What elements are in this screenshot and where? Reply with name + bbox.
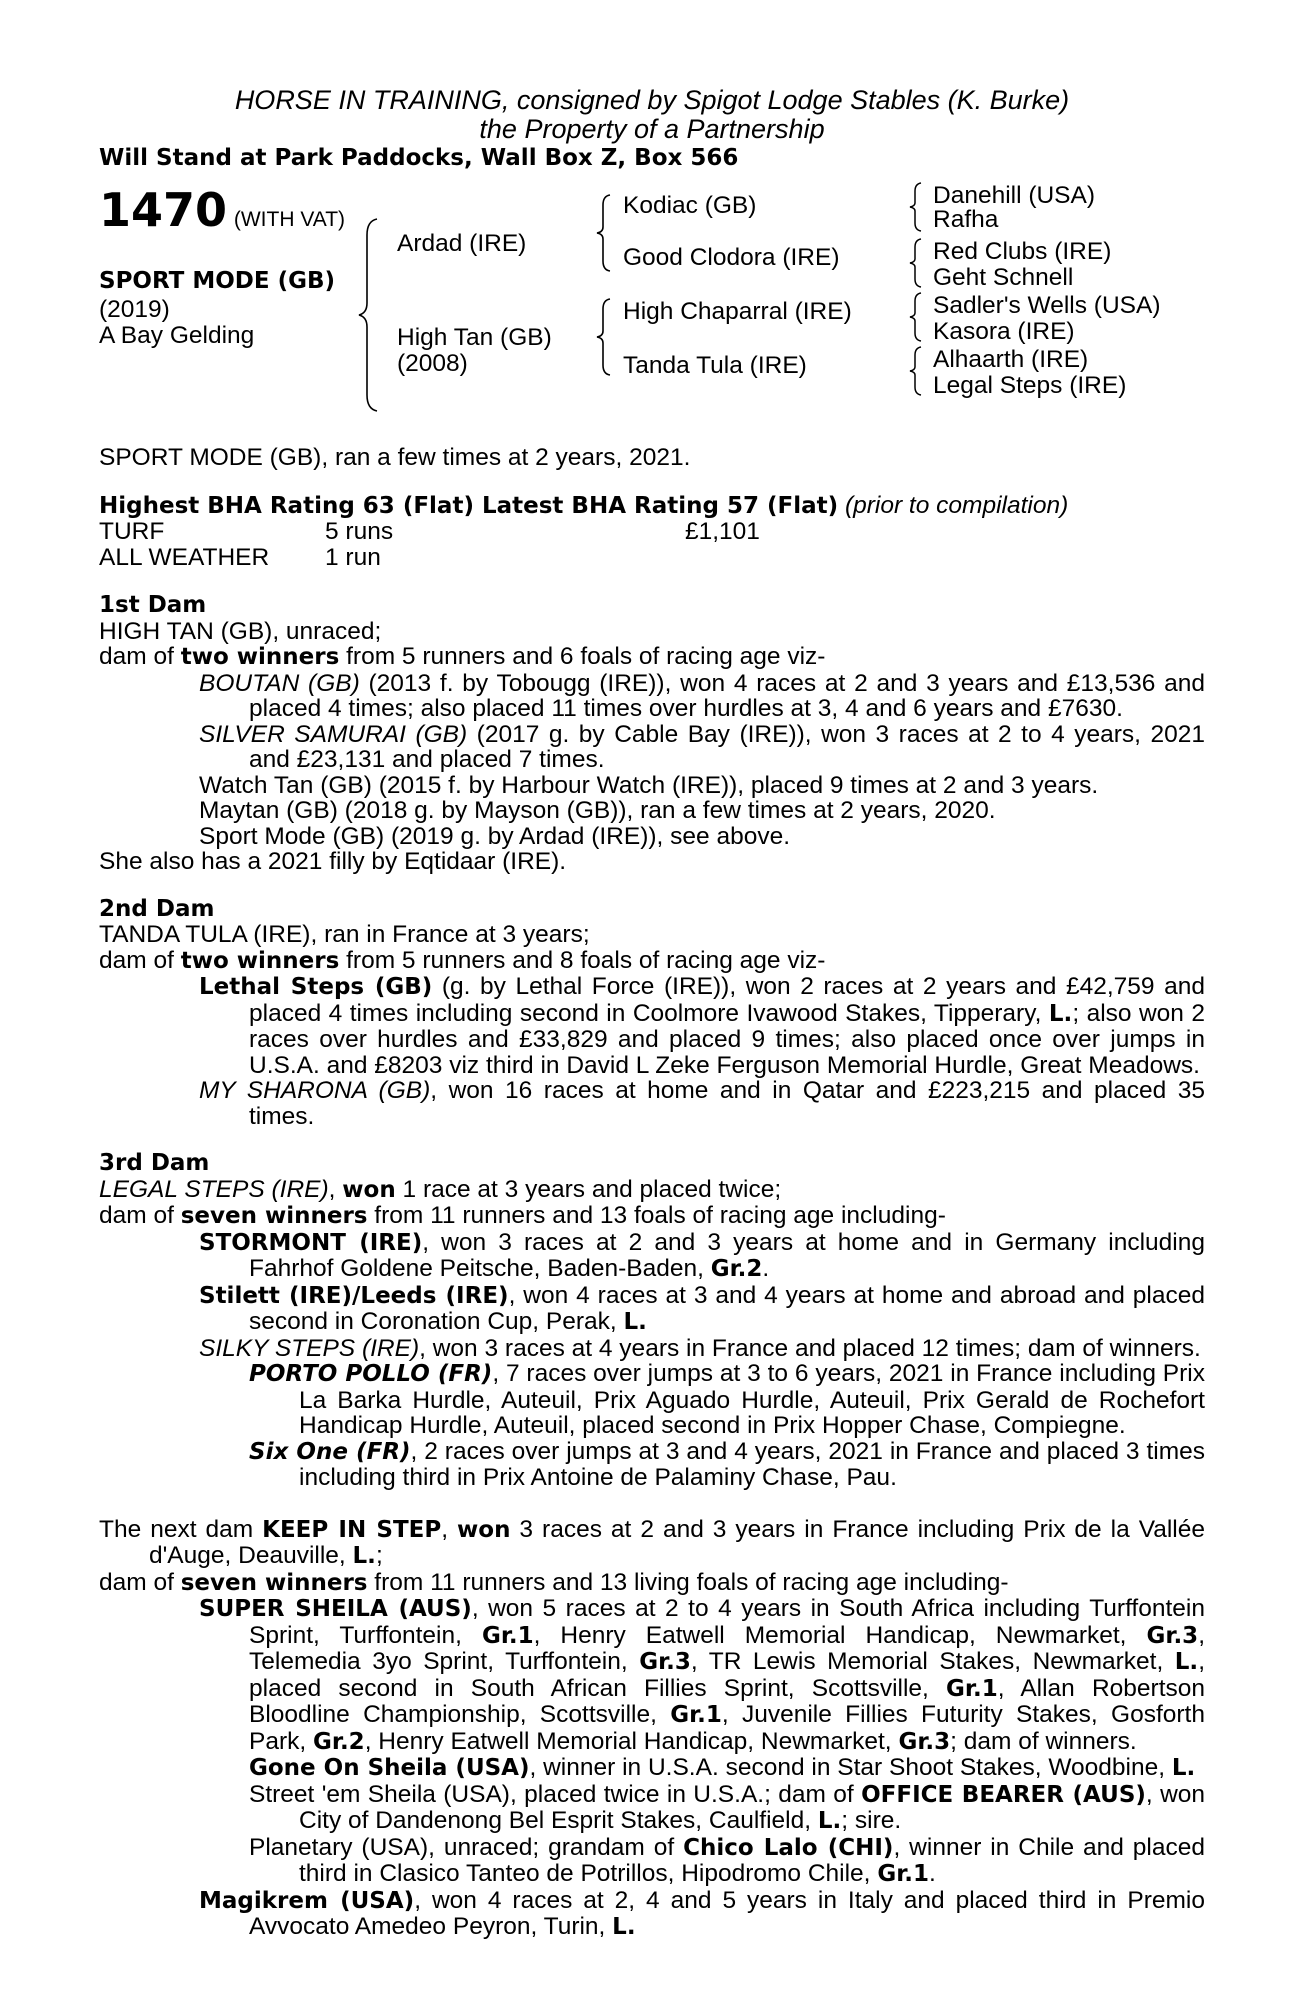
- pedigree-grandsire-1: Kodiac (GB): [623, 192, 757, 219]
- turf-prize: £1,101: [685, 518, 760, 545]
- turf-label: TURF: [99, 518, 165, 545]
- vat-note: (WITH VAT): [233, 208, 346, 231]
- pedigree-ggs-3: Red Clubs (IRE): [933, 238, 1112, 265]
- rating-section: [99, 493, 1205, 572]
- produce-silky-steps: SILKY STEPS (IRE), won 3 races at 4 years in France and placed 12 times; dam of winners.: [199, 1334, 1201, 1362]
- catalogue-page: [99, 86, 1205, 1941]
- produce-magikrem: Magikrem (USA), won 4 races at 2, 4 and 5 years in Italy and placed third in Premio Avvocato Amedeo Peyron, Turin, L.: [199, 1886, 1205, 1940]
- second-dam-line: TANDA TULA (IRE), ran in France at 3 years;: [99, 921, 590, 948]
- pedigree-ggs-7: Alhaarth (IRE): [933, 346, 1089, 373]
- horse-year: (2019): [99, 296, 170, 323]
- first-dam-produce: dam of two winners from 5 runners and 6 foals of racing age viz-: [99, 643, 826, 670]
- produce-stormont: STORMONT (IRE), won 3 races at 2 and 3 years at home and in Germany including Fahrhof Goldene Peitsche, Baden-Baden, Gr.2.: [199, 1228, 1205, 1282]
- turf-runs: 5 runs: [325, 518, 394, 545]
- consignor-line: HORSE IN TRAINING, consigned by Spigot Lodge Stables (K. Burke): [234, 85, 1070, 115]
- produce-planetary: Planetary (USA), unraced; grandam of Chico Lalo (CHI), winner in Chile and placed third in Clasico Tanteo de Potrillos, Hipodromo Chile, Gr.1.: [249, 1833, 1205, 1887]
- pedigree-brace-2: [594, 193, 618, 273]
- rating-note: (prior to compilation): [844, 491, 1069, 519]
- pedigree-ggs-1: Danehill (USA): [933, 182, 1096, 209]
- stand-line: Will Stand at Park Paddocks, Wall Box Z, Box 566: [99, 145, 739, 171]
- race-summary: SPORT MODE (GB), ran a few times at 2 years, 2021.: [99, 444, 691, 471]
- produce-sport-mode: Sport Mode (GB) (2019 g. by Ardad (IRE)), see above.: [199, 822, 791, 850]
- rating-text: Highest BHA Rating 63 (Flat) Latest BHA Rating 57 (Flat): [99, 492, 839, 519]
- pedigree-ggs-4: Geht Schnell: [933, 264, 1074, 291]
- first-dam-line: HIGH TAN (GB), unraced;: [99, 617, 382, 645]
- next-dam-section: [99, 1517, 1205, 1941]
- first-dam-section: [99, 593, 1205, 875]
- produce-watch-tan: Watch Tan (GB) (2015 f. by Harbour Watch (IRE)), placed 9 times at 2 and 3 years.: [199, 771, 1099, 799]
- third-dam-section: [99, 1151, 1205, 1491]
- silky-steps-produce: [99, 1361, 1205, 1491]
- produce-lethal-steps: Lethal Steps (GB) (g. by Lethal Force (IRE)), won 2 races at 2 years and £42,759 and placed 4 times including second in Coolmore Ivawood Stakes, Tipperary, L.; also won 2 races over hurdles and £33,829 and placed 9 times; also placed once over jumps in U.S.A. and £8203 viz third in David L Zeke Ferguson Memorial Hurdle, Great Meadows.: [199, 973, 1205, 1079]
- pedigree-granddam-1: Good Clodora (IRE): [623, 244, 840, 271]
- aw-runs: 1 run: [325, 544, 381, 571]
- second-dam-section: [99, 897, 1205, 1130]
- produce-my-sharona: MY SHARONA (GB), won 16 races at home and in Qatar and £223,215 and placed 35 times.: [199, 1077, 1206, 1130]
- horse-name: SPORT MODE (GB): [99, 268, 336, 294]
- pedigree-brace-1: [355, 215, 385, 415]
- next-dam-line: The next dam KEEP IN STEP, won 3 races at 2 and 3 years in France including Prix de la Vallée d'Auge, Deauville, L.;: [99, 1515, 1205, 1569]
- lot-number: 1470: [99, 183, 228, 237]
- pedigree-block: [99, 182, 1205, 415]
- next-dam-produce: dam of seven winners from 11 runners and 13 living foals of racing age including-: [99, 1568, 1009, 1596]
- pedigree-grandsire-2: High Chaparral (IRE): [623, 298, 852, 325]
- produce-silver-samurai: SILVER SAMURAI (GB) (2017 g. by Cable Bay (IRE)), won 3 races at 2 to 4 years, 2021 and £23,131 and placed 7 times.: [199, 720, 1205, 773]
- third-dam-produce: dam of seven winners from 11 runners and 13 foals of racing age including-: [99, 1202, 946, 1229]
- third-dam-heading: 3rd Dam: [99, 1150, 210, 1176]
- super-sheila-produce: [99, 1755, 1205, 1888]
- produce-boutan: BOUTAN (GB) (2013 f. by Tobougg (IRE)), won 4 races at 2 and 3 years and £13,536 and placed 4 times; also placed 11 times over hurdles at 3, 4 and 6 years and £7630.: [199, 669, 1206, 722]
- pedigree-brace-5: [907, 237, 927, 289]
- pedigree-sire: Ardad (IRE): [397, 230, 527, 257]
- pedigree-ggs-5: Sadler's Wells (USA): [933, 292, 1161, 319]
- pedigree-dam-year: (2008): [397, 350, 468, 377]
- pedigree-brace-7: [907, 345, 927, 397]
- produce-porto-pollo: PORTO POLLO (FR), 7 races over jumps at 3 to 6 years, 2021 in France including Prix La Barka Hurdle, Auteuil, Prix Aguado Hurdle, Auteuil, Prix Gerald de Rochefort Handicap Hurdle, Auteuil, placed second in Prix Hopper Chase, Compiegne.: [249, 1360, 1205, 1439]
- produce-six-one: Six One (FR), 2 races over jumps at 3 and 4 years, 2021 in France and placed 3 times including third in Prix Antoine de Palaminy Chase, Pau.: [249, 1437, 1205, 1491]
- produce-stilett: Stilett (IRE)/Leeds (IRE), won 4 races at 3 and 4 years at home and abroad and placed second in Coronation Cup, Perak, L.: [199, 1281, 1205, 1335]
- second-dam-heading: 2nd Dam: [99, 895, 215, 922]
- horse-description: A Bay Gelding: [99, 322, 255, 349]
- pedigree-brace-4: [907, 181, 927, 233]
- pedigree-brace-6: [907, 291, 927, 343]
- pedigree-ggs-2: Rafha: [933, 206, 999, 233]
- produce-gone-on-sheila: Gone On Sheila (USA), winner in U.S.A. second in Star Shoot Stakes, Woodbine, L.: [249, 1754, 1196, 1781]
- second-dam-produce: dam of two winners from 5 runners and 8 foals of racing age viz-: [99, 946, 826, 974]
- produce-street-em-sheila: Street 'em Sheila (USA), placed twice in U.S.A.; dam of OFFICE BEARER (AUS), won City of Dandenong Bel Esprit Stakes, Caulfield, L.; sire.: [249, 1780, 1206, 1834]
- pedigree-brace-3: [594, 297, 618, 377]
- third-dam-line: LEGAL STEPS (IRE), won 1 race at 3 years and placed twice;: [99, 1175, 782, 1203]
- produce-maytan: Maytan (GB) (2018 g. by Mayson (GB)), ran a few times at 2 years, 2020.: [199, 797, 996, 824]
- pedigree-ggs-6: Kasora (IRE): [933, 318, 1075, 345]
- produce-filly: She also has a 2021 filly by Eqtidaar (IRE).: [99, 848, 567, 875]
- produce-super-sheila: SUPER SHEILA (AUS), won 5 races at 2 to 4 years in South Africa including Turffontein Sprint, Turffontein, Gr.1, Henry Eatwell Memorial Handicap, Newmarket, Gr.3, Telemedia 3yo Sprint, Turffontein, Gr.3, TR Lewis Memorial Stakes, Newmarket, L., placed second in South African Fillies Sprint, Scottsville, Gr.1, Allan Robertson Bloodline Championship, Scottsville, Gr.1, Juvenile Fillies Futurity Stakes, Gosforth Park, Gr.2, Henry Eatwell Memorial Handicap, Newmarket, Gr.3; dam of winners.: [199, 1595, 1205, 1755]
- first-dam-heading: 1st Dam: [99, 592, 207, 618]
- pedigree-ggs-8: Legal Steps (IRE): [933, 372, 1127, 399]
- lot-heading: [99, 185, 345, 235]
- pedigree-granddam-2: Tanda Tula (IRE): [623, 352, 807, 379]
- aw-label: ALL WEATHER: [99, 544, 270, 571]
- pedigree-dam: High Tan (GB): [397, 324, 552, 351]
- property-line: the Property of a Partnership: [479, 114, 825, 144]
- aw-row: [99, 545, 1205, 571]
- turf-row: [99, 519, 1205, 545]
